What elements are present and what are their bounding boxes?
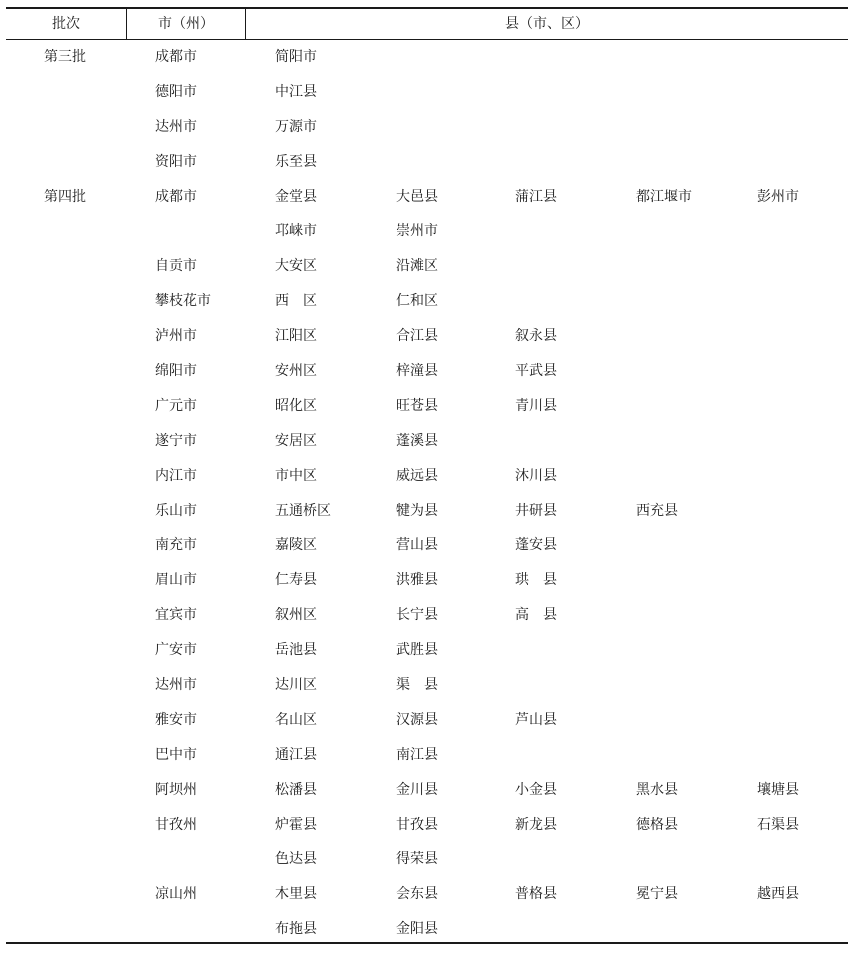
table-row — [0, 40, 859, 75]
table-row — [0, 110, 859, 145]
county-cell: 万源市 — [275, 118, 317, 135]
county-cell: 珙 县 — [515, 572, 557, 589]
county-cell: 安居区 — [275, 432, 317, 449]
county-cell: 松潘县 — [275, 781, 317, 798]
county-cell: 石渠县 — [757, 816, 799, 833]
table-row — [0, 877, 859, 912]
table-row — [0, 389, 859, 424]
county-cell: 越西县 — [757, 886, 799, 903]
county-cell: 金堂县 — [275, 188, 317, 205]
table-row — [0, 668, 859, 703]
table-row — [0, 354, 859, 389]
table-row — [0, 75, 859, 110]
county-cell: 旺苍县 — [396, 397, 438, 414]
county-cell: 平武县 — [515, 363, 557, 380]
table-row — [0, 494, 859, 529]
county-cell: 西 区 — [275, 293, 317, 310]
city-cell: 绵阳市 — [155, 363, 197, 380]
city-cell: 德阳市 — [155, 83, 197, 100]
county-cell: 黑水县 — [636, 781, 678, 798]
county-cell: 金川县 — [396, 781, 438, 798]
city-cell: 甘孜州 — [155, 816, 197, 833]
table-row — [0, 842, 859, 877]
county-cell: 色达县 — [275, 851, 317, 868]
county-cell: 中江县 — [275, 83, 317, 100]
county-cell: 梓潼县 — [396, 363, 438, 380]
table-row — [0, 424, 859, 459]
county-cell: 崇州市 — [396, 223, 438, 240]
county-cell: 江阳区 — [275, 328, 317, 345]
county-cell: 炉霍县 — [275, 816, 317, 833]
county-cell: 井研县 — [515, 502, 557, 519]
county-cell: 叙永县 — [515, 328, 557, 345]
table-row — [0, 773, 859, 808]
county-cell: 沐川县 — [515, 467, 557, 484]
header-batch: 批次 — [52, 16, 80, 32]
batch-cell: 第三批 — [44, 49, 86, 65]
city-cell: 自贡市 — [155, 258, 197, 275]
city-cell: 巴中市 — [155, 746, 197, 763]
table-row — [0, 319, 859, 354]
table-row — [0, 738, 859, 773]
county-cell: 犍为县 — [396, 502, 438, 519]
table-row — [0, 214, 859, 249]
county-cell: 高 县 — [515, 607, 557, 624]
county-cell: 青川县 — [515, 397, 557, 414]
county-cell: 沿滩区 — [396, 258, 438, 275]
county-cell: 仁和区 — [396, 293, 438, 310]
county-cell: 小金县 — [515, 781, 557, 798]
county-cell: 岳池县 — [275, 642, 317, 659]
city-cell: 泸州市 — [155, 328, 197, 345]
table-row — [0, 145, 859, 180]
county-cell: 德格县 — [636, 816, 678, 833]
city-cell: 南充市 — [155, 537, 197, 554]
county-cell: 市中区 — [275, 467, 317, 484]
county-cell: 木里县 — [275, 886, 317, 903]
city-cell: 广元市 — [155, 397, 197, 414]
county-cell: 武胜县 — [396, 642, 438, 659]
county-cell: 冕宁县 — [636, 886, 678, 903]
county-cell: 普格县 — [515, 886, 557, 903]
county-cell: 嘉陵区 — [275, 537, 317, 554]
county-cell: 营山县 — [396, 537, 438, 554]
table-row — [0, 528, 859, 563]
county-cell: 壤塘县 — [757, 781, 799, 798]
city-cell: 成都市 — [155, 188, 197, 205]
city-cell: 广安市 — [155, 642, 197, 659]
county-cell: 大邑县 — [396, 188, 438, 205]
county-cell: 叙州区 — [275, 607, 317, 624]
header-county: 县（市、区） — [505, 16, 589, 32]
city-cell: 雅安市 — [155, 711, 197, 728]
county-cell: 达川区 — [275, 677, 317, 694]
table-bottom-rule — [6, 942, 848, 944]
county-cell: 布拖县 — [275, 921, 317, 938]
county-cell: 仁寿县 — [275, 572, 317, 589]
county-cell: 通江县 — [275, 746, 317, 763]
table-row — [0, 563, 859, 598]
table-row — [0, 703, 859, 738]
county-cell: 得荣县 — [396, 851, 438, 868]
county-cell: 安州区 — [275, 363, 317, 380]
county-cell: 芦山县 — [515, 711, 557, 728]
city-cell: 达州市 — [155, 118, 197, 135]
county-cell: 简阳市 — [275, 49, 317, 65]
city-cell: 凉山州 — [155, 886, 197, 903]
table-row — [0, 598, 859, 633]
city-cell: 宜宾市 — [155, 607, 197, 624]
county-cell: 新龙县 — [515, 816, 557, 833]
table-row — [0, 180, 859, 215]
county-cell: 威远县 — [396, 467, 438, 484]
county-cell: 渠 县 — [396, 677, 438, 694]
city-cell: 乐山市 — [155, 502, 197, 519]
table-row — [0, 459, 859, 494]
county-cell: 昭化区 — [275, 397, 317, 414]
county-cell: 乐至县 — [275, 153, 317, 170]
county-cell: 长宁县 — [396, 607, 438, 624]
county-cell: 名山区 — [275, 711, 317, 728]
county-cell: 大安区 — [275, 258, 317, 275]
table-body — [0, 40, 859, 947]
county-cell: 都江堰市 — [636, 188, 692, 205]
county-cell: 会东县 — [396, 886, 438, 903]
county-cell: 彭州市 — [757, 188, 799, 205]
county-cell: 南江县 — [396, 746, 438, 763]
batch-cell: 第四批 — [44, 188, 86, 205]
table-row — [0, 808, 859, 843]
county-cell: 金阳县 — [396, 921, 438, 938]
city-cell: 眉山市 — [155, 572, 197, 589]
county-cell: 五通桥区 — [275, 502, 331, 519]
city-cell: 达州市 — [155, 677, 197, 694]
city-cell: 资阳市 — [155, 153, 197, 170]
city-cell: 阿坝州 — [155, 781, 197, 798]
county-cell: 合江县 — [396, 328, 438, 345]
city-cell: 遂宁市 — [155, 432, 197, 449]
county-cell: 洪雅县 — [396, 572, 438, 589]
county-cell: 蓬安县 — [515, 537, 557, 554]
county-cell: 蓬溪县 — [396, 432, 438, 449]
city-cell: 攀枝花市 — [155, 293, 211, 310]
county-cell: 蒲江县 — [515, 188, 557, 205]
city-cell: 内江市 — [155, 467, 197, 484]
table-row — [0, 284, 859, 319]
county-cell: 甘孜县 — [396, 816, 438, 833]
table-row — [0, 633, 859, 668]
county-cell: 汉源县 — [396, 711, 438, 728]
table-row — [0, 249, 859, 284]
county-cell: 西充县 — [636, 502, 678, 519]
county-cell: 邛崃市 — [275, 223, 317, 240]
header-city: 市（州） — [158, 16, 214, 32]
city-cell: 成都市 — [155, 49, 197, 65]
